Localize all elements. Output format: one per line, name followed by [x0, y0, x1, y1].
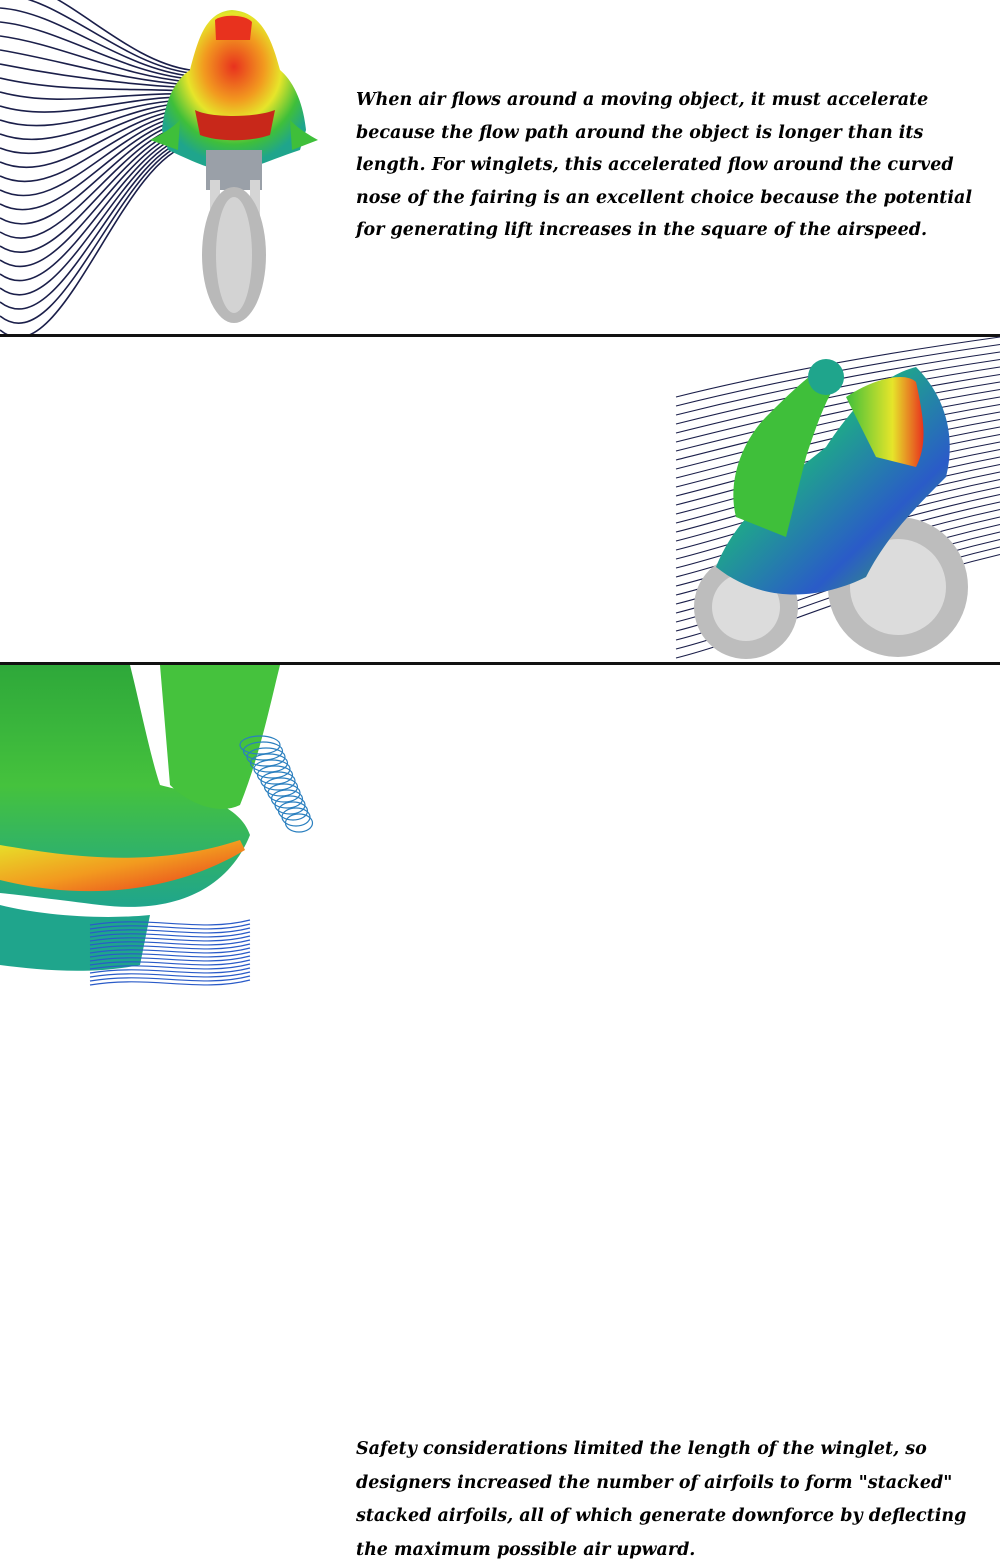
- cfd-front-view-image: [0, 0, 340, 334]
- cfd-winglet-closeup-image: [0, 665, 330, 1000]
- section-front-view: [0, 0, 1000, 334]
- cfd-rider-side-view-image: [676, 337, 1000, 662]
- section-side-view: [0, 337, 1000, 662]
- streamline: [0, 136, 190, 295]
- streamline: [0, 115, 190, 196]
- paragraph-acceleration: When air flows around a moving object, it must accelerate because the flow path around the object is longer than its length. For winglets, this accelerated flow around the curved nose of the fairing is an excellent choice because the potential for generating lift increases in the square of the airspeed.: [356, 90, 973, 240]
- streamline: [0, 145, 190, 337]
- streamline: [0, 133, 190, 281]
- section-winglet-closeup: [0, 665, 1000, 1560]
- streamline: [0, 64, 190, 88]
- paragraph-stacked-airfoils: Safety considerations limited the length of the winglet, so designers increased the number of airfoils to form "stacked" stacked airfoils, all of which generate downforce by deflecting the maximum possible air upward.: [356, 1439, 967, 1560]
- streamline: [0, 0, 190, 70]
- streamline: [0, 142, 190, 323]
